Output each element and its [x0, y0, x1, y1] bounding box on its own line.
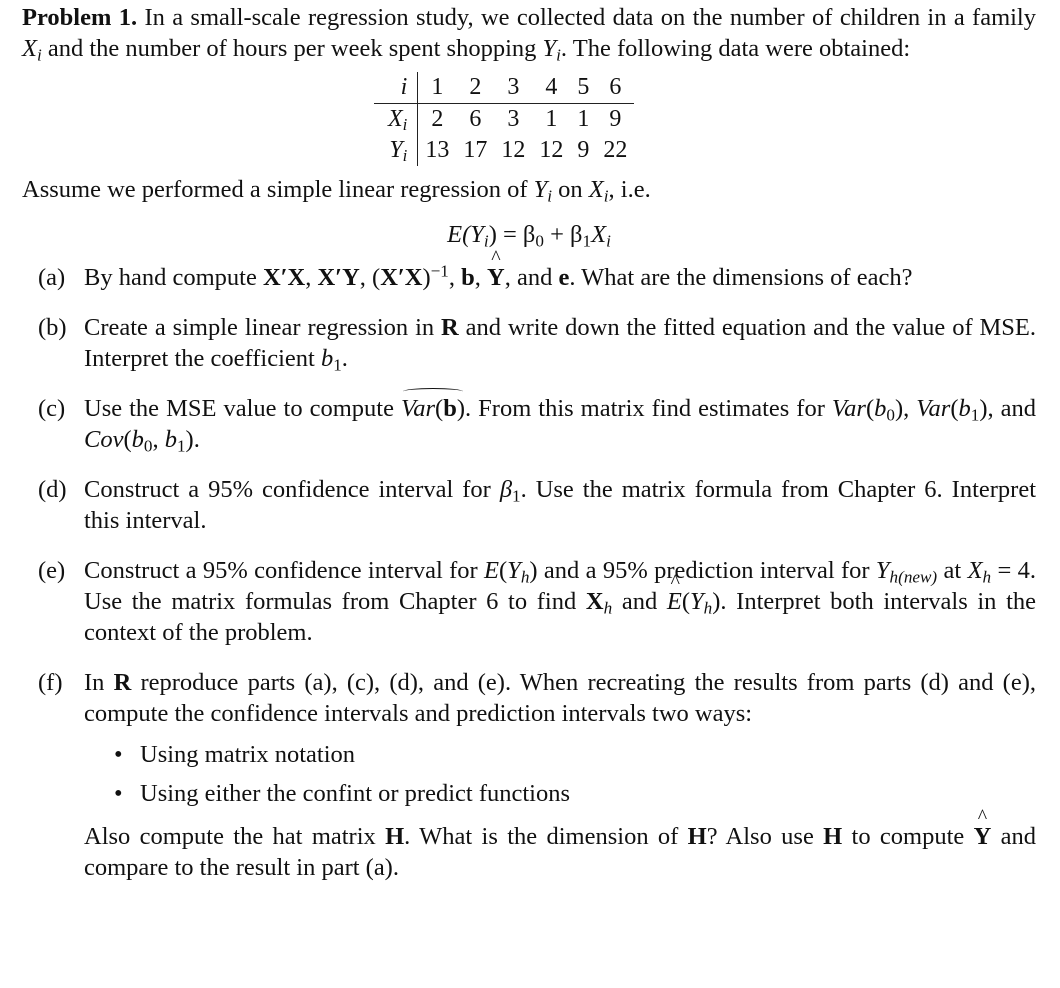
part-e: (e) Construct a 95% confidence interval for $E(Y_h)$ and a 95% prediction interval for $Y_{h(new)}$ at $X_h = 4$. Use the matrix formulas from Chapter 6 to find $X_h$ and ^ $E(Y_h)$. Interpret both intervals in the context of the problem.: [22, 555, 1036, 648]
part-d: (d) Construct a 95% confidence interval for $\beta_1$. Use the matrix formula from Chapter 6. Interpret this interval.: [38, 476, 1037, 534]
assumption-text: Assume we performed a simple linear regression of $Y_i$ on $X_i$, i.e.: [22, 176, 651, 206]
part-b: (b) Create a simple linear regression in R and write down the fitted equation and the value of MSE. Interpret the coefficient $b_1$.: [38, 314, 1037, 375]
model-equation: $E(Y_i) = \beta_0 + \beta_1X_i$: [447, 221, 611, 251]
part-a: (a) By hand compute X′X, X′Y, $(X'X)^{-1}$, b, ^ Y, and e. What are the dimensions of each?: [22, 262, 1036, 293]
row-label-y: $Y_i$: [374, 135, 418, 166]
table-row-y: $Y_i$ 13 17 12 12 9 22: [374, 135, 634, 166]
list-item: • Using matrix notation: [114, 741, 356, 768]
problem-heading: Problem 1.: [22, 4, 138, 31]
part-f: (f) In R reproduce parts (a), (c), (d), and (e). When recreating the results from parts (d) and (e), compute the confidence intervals and prediction intervals two ways: • Using matrix notation • Using either the confint or predict functions Also compute the hat matrix H. What is the dimension of H? Also use H to compute ^ Y and compare to the result in part (a).: [22, 667, 1036, 883]
method-list: [84, 739, 1036, 809]
row-label-x: $X_i$: [374, 104, 418, 136]
list-item: • Using either the confint or predict functions: [114, 780, 570, 807]
problem-intro: Problem 1. In a small-scale regression study, we collected data on the number of children in a family $X_i$ and the number of hours per week spent shopping $Y_i$. The following data were obtained:: [22, 4, 1036, 65]
table-row-i: i 1 2 3 4 5 6: [374, 72, 634, 104]
problem-parts: [22, 262, 1036, 883]
data-table: [374, 72, 634, 166]
row-label-i: i: [374, 72, 418, 104]
part-c: (c) Use the MSE value to compute Var(b). From this matrix find estimates for $Var(b_0)$, $Var(b_1)$, and $Cov(b_0$, $b_1$).: [38, 395, 1036, 456]
table-row-x: $X_i$ 2 6 3 1 1 9: [374, 104, 634, 136]
